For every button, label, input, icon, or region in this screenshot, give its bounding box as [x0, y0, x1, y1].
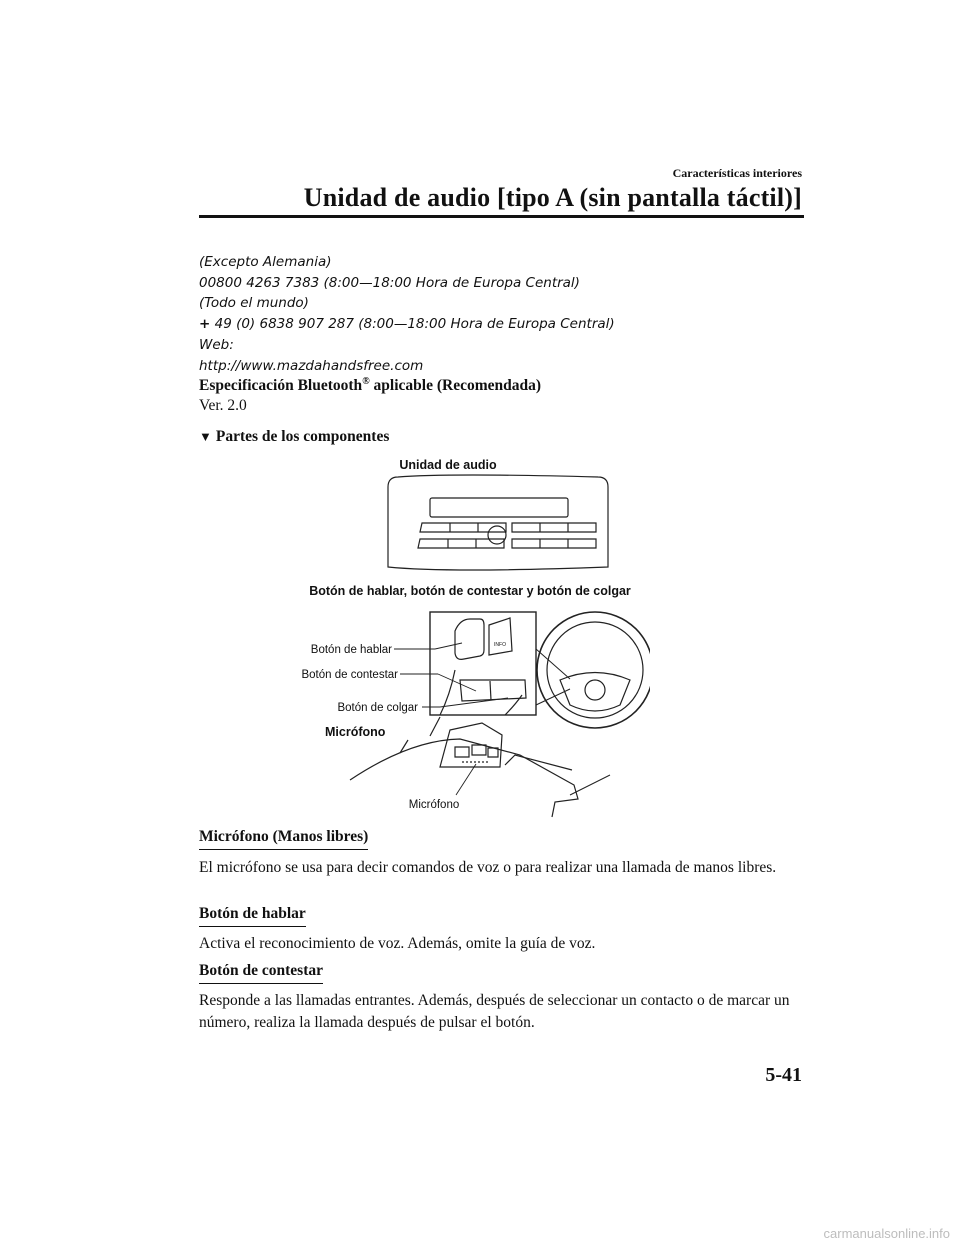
contact-line	[199, 314, 799, 335]
parts-heading: ▼ Partes de los componentes	[199, 428, 390, 445]
page-title: Unidad de audio [tipo A (sin pantalla táctil)]	[303, 183, 802, 212]
talk-button-cluster	[455, 619, 484, 659]
contact-block	[199, 252, 799, 376]
audio-display	[430, 498, 568, 517]
paragraph-answer-button: Responde a las llamadas entrantes. Además, después de seleccionar un contacto o de marcar un número, realiza la llamada después de pulsar el botón.	[199, 992, 790, 1031]
contact-line: Web:	[199, 336, 234, 353]
page-number: 5-41	[765, 1064, 802, 1086]
talk-button-label: Botón de hablar	[310, 644, 392, 656]
section-kicker: Características interiores	[672, 166, 802, 180]
sub-heading-talk-button: Botón de hablar	[199, 905, 306, 927]
title-rule	[199, 215, 804, 218]
sub-heading-answer-button: Botón de contestar	[199, 962, 323, 984]
spec-version: Ver. 2.0	[199, 397, 247, 414]
answer-button-label: Botón de contestar	[301, 669, 398, 681]
contact-line: (Excepto Alemania)	[199, 254, 332, 270]
website-link[interactable]: http://www.mazdahandsfree.com	[199, 357, 424, 374]
overhead-console	[350, 739, 578, 817]
components-figure	[290, 455, 650, 825]
mic-label: Micrófono	[408, 799, 460, 811]
info-label: INFO	[494, 642, 506, 648]
paragraph-talk-button: Activa el reconocimiento de voz. Además, omite la guía de voz.	[199, 935, 596, 952]
plus-icon: +	[199, 316, 211, 333]
contact-line: 00800 4263 7383 (8:00—18:00 Hora de Europa Central)	[199, 274, 580, 291]
phone-number: 49 (0) 6838 907 287 (8:00—18:00 Hora de Europa Central)	[210, 316, 615, 333]
buttons-title: Botón de hablar, botón de contestar y botón de colgar	[309, 584, 631, 598]
answer-hangup-buttons	[460, 680, 526, 701]
audio-unit-title: Unidad de audio	[399, 458, 497, 472]
hangup-button-label: Botón de colgar	[337, 702, 418, 714]
contact-line: (Todo el mundo)	[199, 295, 309, 312]
mic-title: Micrófono	[325, 725, 386, 739]
paragraph-microphone: El micrófono se usa para decir comandos de voz o para realizar una llamada de manos libres.	[199, 859, 777, 876]
sub-heading-microphone: Micrófono (Manos libres)	[199, 828, 368, 850]
spec-heading: Especificación Bluetooth® aplicable (Recomendada)	[199, 376, 542, 395]
triangle-marker-icon: ▼	[199, 429, 212, 444]
audio-knob	[488, 526, 506, 544]
watermark: carmanualsonline.info	[823, 1226, 950, 1241]
